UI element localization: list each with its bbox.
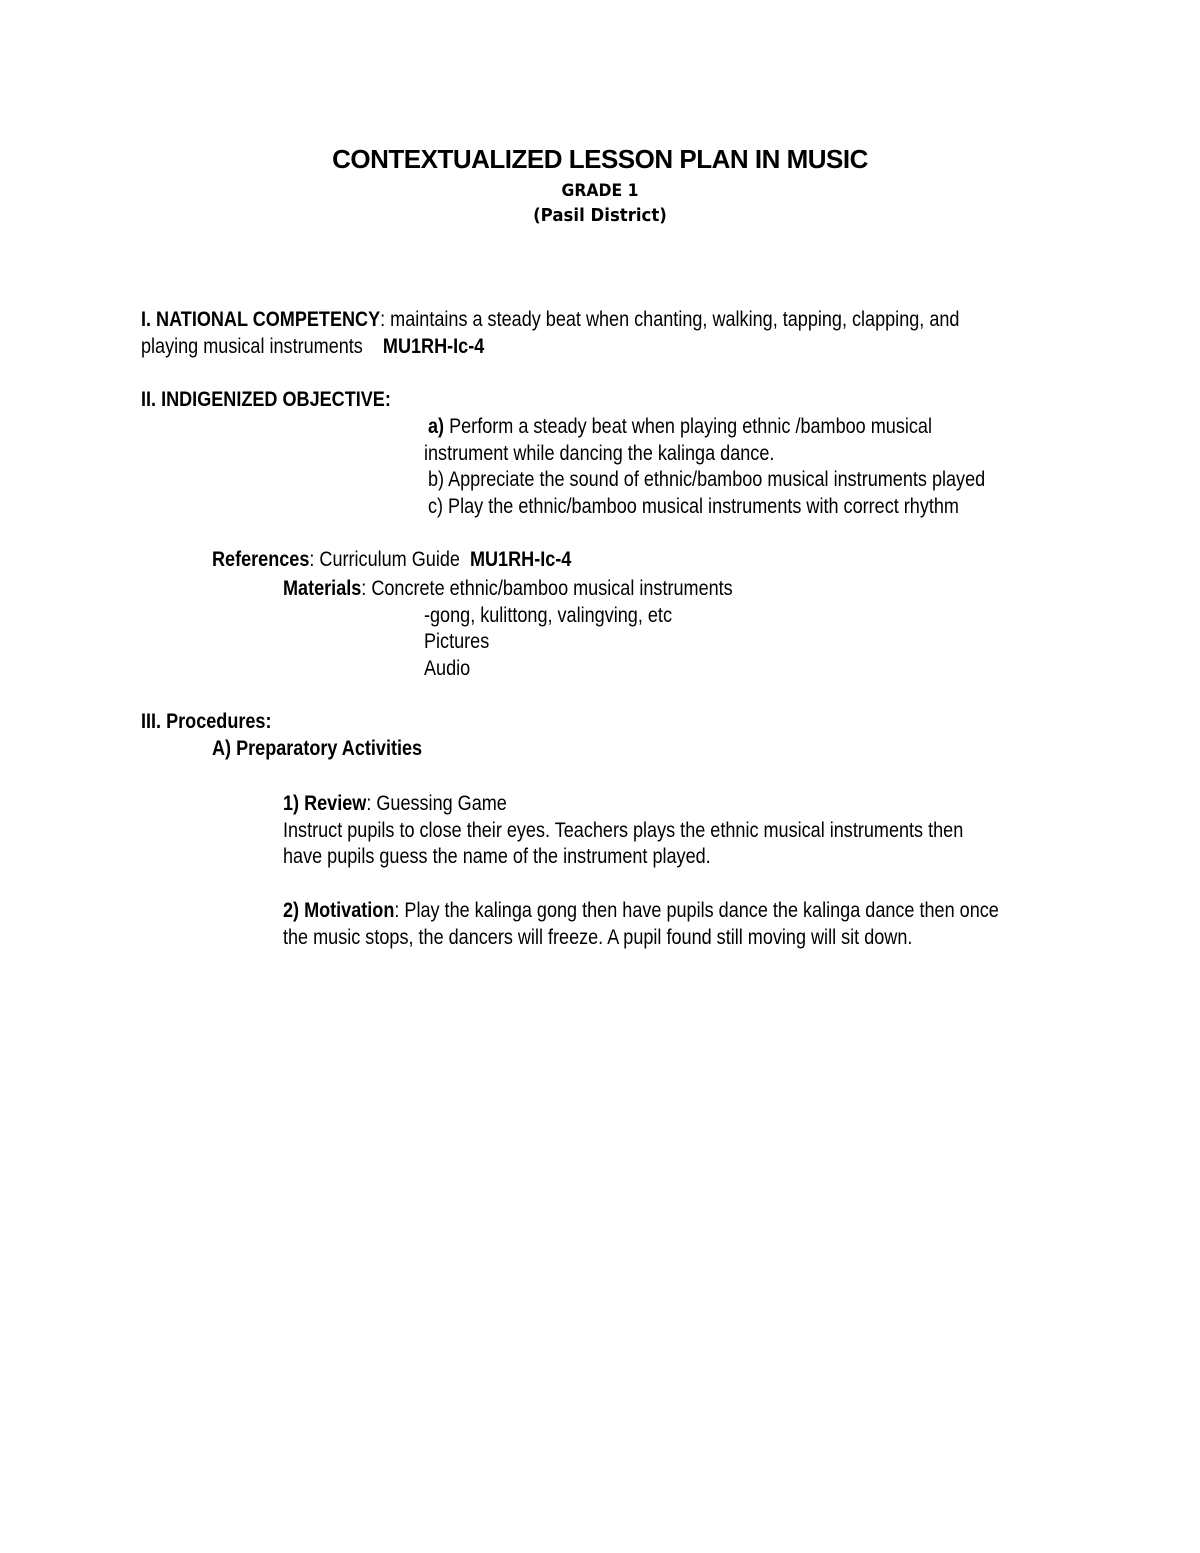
materials-line <box>283 575 733 602</box>
references-label: References <box>212 548 310 571</box>
materials-label: Materials <box>283 577 362 600</box>
competency-line-1 <box>141 306 959 333</box>
page-title: CONTEXTUALIZED LESSON PLAN IN MUSIC <box>332 144 868 174</box>
competency-text: : maintains a steady beat when chanting, walking, tapping, clapping, and <box>380 308 960 331</box>
preparatory-label: A) Preparatory Activities <box>212 737 423 760</box>
objective-b: b) Appreciate the sound of ethnic/bamboo musical instruments played <box>428 468 986 491</box>
motivation-label: 2) Motivation <box>283 899 395 922</box>
motivation-text: : Play the kalinga gong then have pupils dance the kalinga dance then once <box>394 899 999 922</box>
procedures-heading <box>141 708 271 735</box>
competency-label: I. NATIONAL COMPETENCY <box>141 308 381 331</box>
materials-item: Audio <box>424 657 471 680</box>
review-line <box>283 790 507 817</box>
procedures-label: III. Procedures: <box>141 710 272 733</box>
materials-text: : Concrete ethnic/bamboo musical instruments <box>361 577 733 600</box>
review-text-1: Instruct pupils to close their eyes. Teachers plays the ethnic musical instruments then <box>283 819 964 842</box>
objective-a-line-1 <box>428 413 932 440</box>
grade-heading: GRADE 1 <box>561 181 639 201</box>
review-text-2: have pupils guess the name of the instrument played. <box>283 845 711 868</box>
competency-code: MU1RH-Ic-4 <box>382 335 485 358</box>
references-text: : Curriculum Guide <box>309 548 460 571</box>
objective-heading <box>141 386 391 413</box>
district-heading: (Pasil District) <box>533 205 667 226</box>
review-title: : Guessing Game <box>366 792 507 815</box>
objective-a-label: a) <box>428 415 445 438</box>
competency-text-2: playing musical instruments <box>141 335 363 358</box>
references-line <box>212 546 571 573</box>
objective-a-text: Perform a steady beat when playing ethnic /bamboo musical <box>444 415 932 438</box>
objective-c: c) Play the ethnic/bamboo musical instruments with correct rhythm <box>428 495 959 518</box>
preparatory-heading <box>212 735 422 762</box>
materials-item: -gong, kulittong, valingving, etc <box>424 604 672 627</box>
competency-line-2 <box>141 333 484 360</box>
motivation-line-2: the music stops, the dancers will freeze. A pupil found still moving will sit down. <box>283 926 913 949</box>
review-label: 1) Review <box>283 792 367 815</box>
materials-item: Pictures <box>424 630 490 653</box>
motivation-line-1 <box>283 897 999 924</box>
references-code: MU1RH-Ic-4 <box>469 548 572 571</box>
objective-a-line-2: instrument while dancing the kalinga dance. <box>424 442 775 465</box>
objective-label: II. INDIGENIZED OBJECTIVE: <box>141 388 391 411</box>
